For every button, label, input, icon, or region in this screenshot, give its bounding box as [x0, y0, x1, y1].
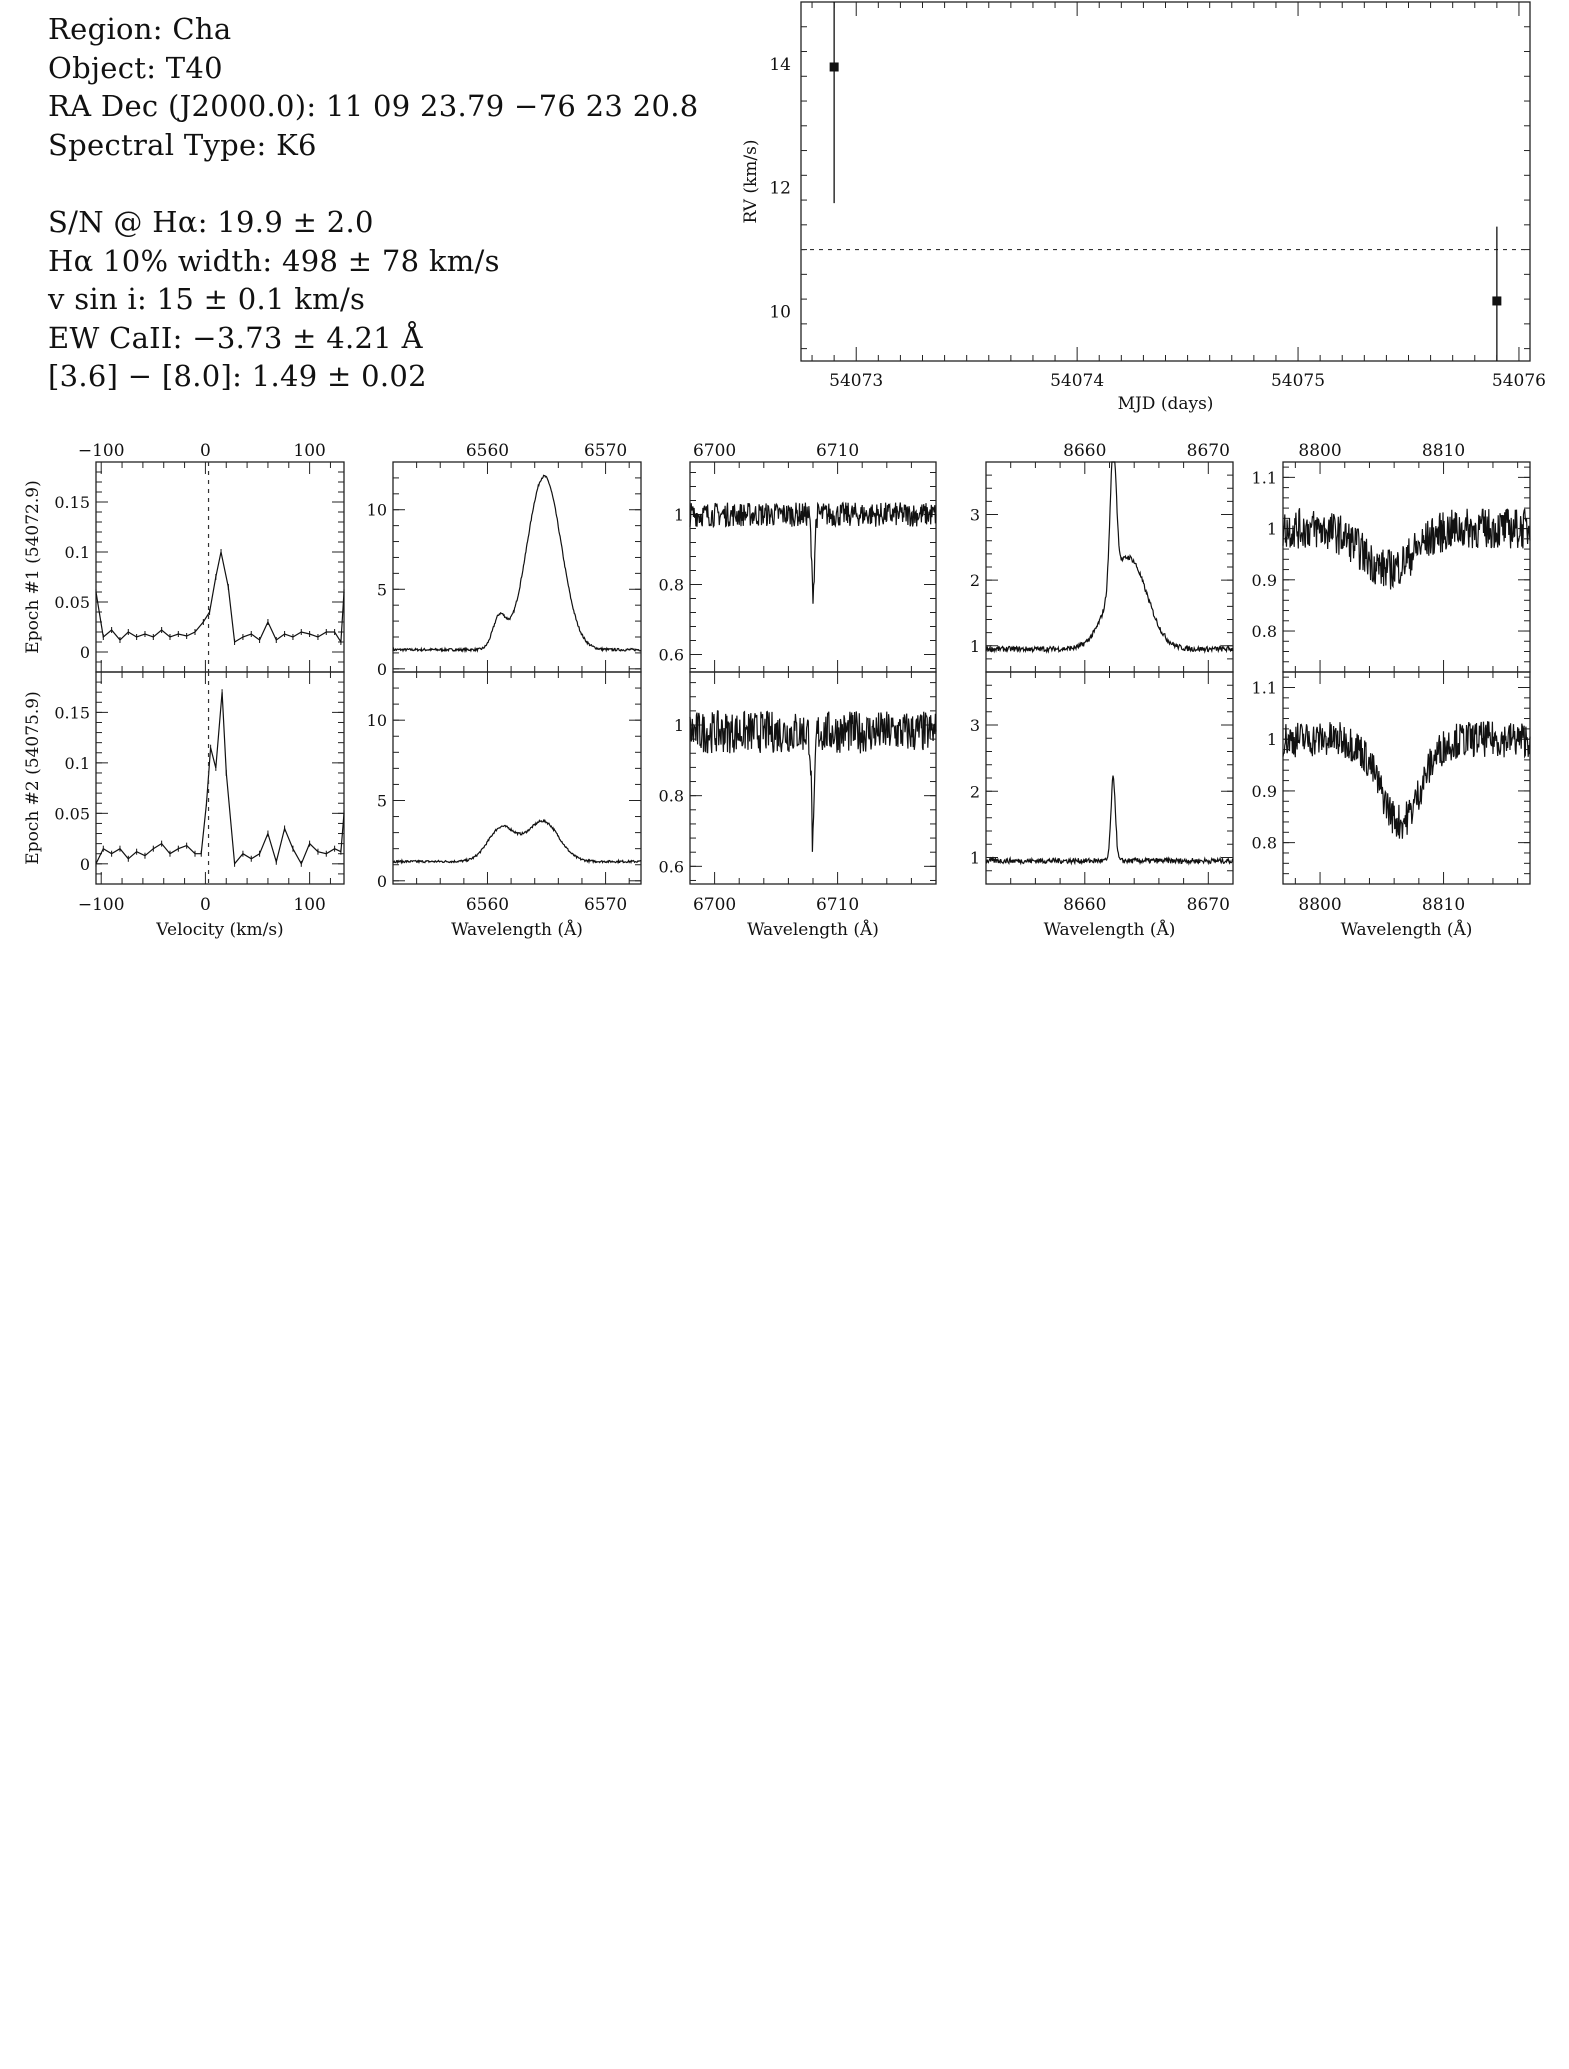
- other-y-tick-label: 1.1: [1251, 678, 1277, 698]
- other-y-tick-label: 1: [1266, 730, 1277, 750]
- info-ew-caii: EW CaII: −3.73 ± 4.21 Å: [48, 320, 423, 355]
- ha_velocity-spectrum-line: [96, 692, 344, 864]
- ha_wavelength-top-tick-label: 6560: [465, 441, 510, 461]
- figure-canvas: [0, 0, 1569, 940]
- ha_wavelength-y-tick-label: 10: [366, 500, 387, 520]
- rv-y-tick-label: 12: [769, 178, 791, 199]
- li-spectrum-line: [690, 503, 936, 604]
- ha_velocity-y-tick-label: 0: [79, 643, 90, 662]
- li-top-tick-label: 6700: [692, 441, 737, 461]
- li-y-tick-label: 1: [673, 505, 684, 525]
- ha_wavelength-spectrum-line: [393, 820, 641, 862]
- ca_8662-y-tick-label: 3: [969, 505, 980, 525]
- ha_velocity-y-tick-label: 0.1: [64, 753, 90, 773]
- ha_velocity-top-tick-label: 100: [293, 441, 326, 461]
- ca_8662-y-tick-label: 1: [969, 848, 980, 868]
- ha_velocity-x-axis-label: Velocity (km/s): [156, 920, 284, 940]
- other-y-tick-label: 0.9: [1251, 781, 1277, 801]
- ha_velocity-y-tick-label: 0.1: [64, 543, 90, 562]
- ha_velocity-panel-frame: [96, 672, 344, 884]
- rv-y-tick-label: 14: [769, 54, 791, 75]
- ha_wavelength-y-tick-label: 5: [376, 580, 387, 600]
- other-y-tick-label: 1: [1266, 519, 1277, 539]
- other-y-tick-label: 1.1: [1251, 468, 1277, 488]
- li-y-tick-label: 0.6: [658, 645, 684, 665]
- li-panel-frame: [690, 672, 936, 884]
- other-spectrum-line: [1283, 508, 1530, 589]
- li-top-tick-label: 6710: [815, 441, 860, 461]
- info-spectral-type: Spectral Type: K6: [48, 127, 317, 162]
- other-spectrum-line: [1283, 721, 1530, 839]
- rv-x-tick-label: 54074: [1050, 371, 1105, 391]
- rv-plot-frame: [801, 2, 1530, 361]
- rv-y-axis-label: RV (km/s): [741, 139, 761, 224]
- rv-y-tick-label: 10: [769, 302, 791, 323]
- info-irac-color: [3.6] − [8.0]: 1.49 ± 0.02: [48, 359, 427, 394]
- ca_8662-y-tick-label: 1: [969, 636, 980, 656]
- ca_8662-bottom-tick-label: 8670: [1186, 895, 1230, 915]
- ha_wavelength-spectrum-line: [393, 475, 641, 651]
- ca_8662-panel-frame: [986, 462, 1233, 672]
- ca_8662-x-axis-label: Wavelength (Å): [1043, 920, 1176, 940]
- rv-x-tick-label: 54075: [1270, 371, 1326, 391]
- li-x-axis-label: Wavelength (Å): [747, 920, 879, 940]
- ca_8662-spectrum-line: [986, 776, 1233, 864]
- info-region: Region: Cha: [48, 12, 232, 46]
- other-y-tick-label: 0.9: [1251, 570, 1277, 590]
- ha_velocity-top-tick-label: −100: [77, 441, 125, 461]
- other-y-tick-label: 0.8: [1251, 833, 1277, 853]
- li-bottom-tick-label: 6700: [692, 895, 737, 915]
- other-top-tick-label: 8810: [1421, 441, 1466, 461]
- li-y-tick-label: 1: [673, 716, 684, 735]
- other-x-axis-label: Wavelength (Å): [1340, 920, 1473, 940]
- ha_velocity-y-tick-label: 0.15: [54, 703, 90, 723]
- epoch-label: Epoch #1 (54072.9): [23, 480, 43, 654]
- info-radec: RA Dec (J2000.0): 11 09 23.79 −76 23 20.8: [48, 89, 699, 124]
- ca_8662-y-tick-label: 3: [969, 716, 980, 735]
- li-y-tick-label: 0.8: [658, 786, 684, 806]
- rv-data-point: [830, 62, 839, 71]
- ha_wavelength-y-tick-label: 10: [366, 711, 387, 731]
- ha_velocity-y-tick-label: 0.05: [54, 593, 90, 612]
- ca_8662-y-tick-label: 2: [969, 571, 980, 591]
- other-panel-frame: [1283, 672, 1530, 884]
- ha_velocity-bottom-tick-label: −100: [77, 895, 125, 915]
- ha_wavelength-bottom-tick-label: 6560: [465, 895, 510, 915]
- li-y-tick-label: 0.8: [658, 575, 684, 595]
- ca_8662-y-tick-label: 2: [969, 782, 980, 802]
- ha_wavelength-y-tick-label: 0: [376, 659, 387, 679]
- info-halpha-width: Hα 10% width: 498 ± 78 km/s: [48, 243, 500, 278]
- li-panel-frame: [690, 462, 936, 672]
- ha_velocity-top-tick-label: 0: [199, 441, 211, 461]
- ha_velocity-y-tick-label: 0.05: [54, 804, 90, 824]
- ha_velocity-panel-frame: [96, 462, 344, 672]
- ha_wavelength-y-tick-label: 5: [376, 791, 387, 811]
- info-signal-to-noise: S/N @ Hα: 19.9 ± 2.0: [48, 204, 374, 239]
- ha_velocity-y-tick-label: 0.15: [54, 493, 90, 512]
- epoch-label: Epoch #2 (54075.9): [23, 691, 43, 865]
- other-top-tick-label: 8800: [1298, 441, 1342, 461]
- ha_wavelength-top-tick-label: 6570: [583, 441, 628, 461]
- ha_velocity-y-tick-label: 0: [79, 854, 90, 874]
- other-bottom-tick-label: 8800: [1298, 895, 1342, 915]
- ha_wavelength-panel-frame: [393, 462, 641, 672]
- li-y-tick-label: 0.6: [658, 857, 684, 877]
- ca_8662-bottom-tick-label: 8660: [1063, 895, 1107, 915]
- ha_wavelength-y-tick-label: 0: [376, 871, 387, 891]
- ha_wavelength-bottom-tick-label: 6570: [583, 895, 628, 915]
- ca_8662-top-tick-label: 8660: [1063, 441, 1107, 461]
- ca_8662-spectrum-line: [986, 462, 1233, 652]
- rv-data-point: [1492, 296, 1501, 305]
- ha_wavelength-x-axis-label: Wavelength (Å): [451, 920, 583, 940]
- ca_8662-top-tick-label: 8670: [1186, 441, 1230, 461]
- other-y-tick-label: 0.8: [1251, 622, 1277, 642]
- info-vsini: v sin i: 15 ± 0.1 km/s: [48, 282, 366, 317]
- other-panel-frame: [1283, 462, 1530, 672]
- li-spectrum-line: [690, 711, 936, 852]
- info-object: Object: T40: [48, 50, 223, 85]
- ha_velocity-bottom-tick-label: 100: [293, 895, 326, 915]
- rv-x-tick-label: 54076: [1491, 371, 1547, 391]
- ha_velocity-spectrum-line: [96, 552, 344, 642]
- ca_8662-panel-frame: [986, 672, 1233, 884]
- other-bottom-tick-label: 8810: [1421, 895, 1466, 915]
- rv-x-axis-label: MJD (days): [1117, 394, 1214, 414]
- ha_velocity-bottom-tick-label: 0: [199, 895, 211, 915]
- rv-x-tick-label: 54073: [829, 371, 884, 391]
- li-bottom-tick-label: 6710: [815, 895, 860, 915]
- ha_wavelength-panel-frame: [393, 672, 641, 884]
